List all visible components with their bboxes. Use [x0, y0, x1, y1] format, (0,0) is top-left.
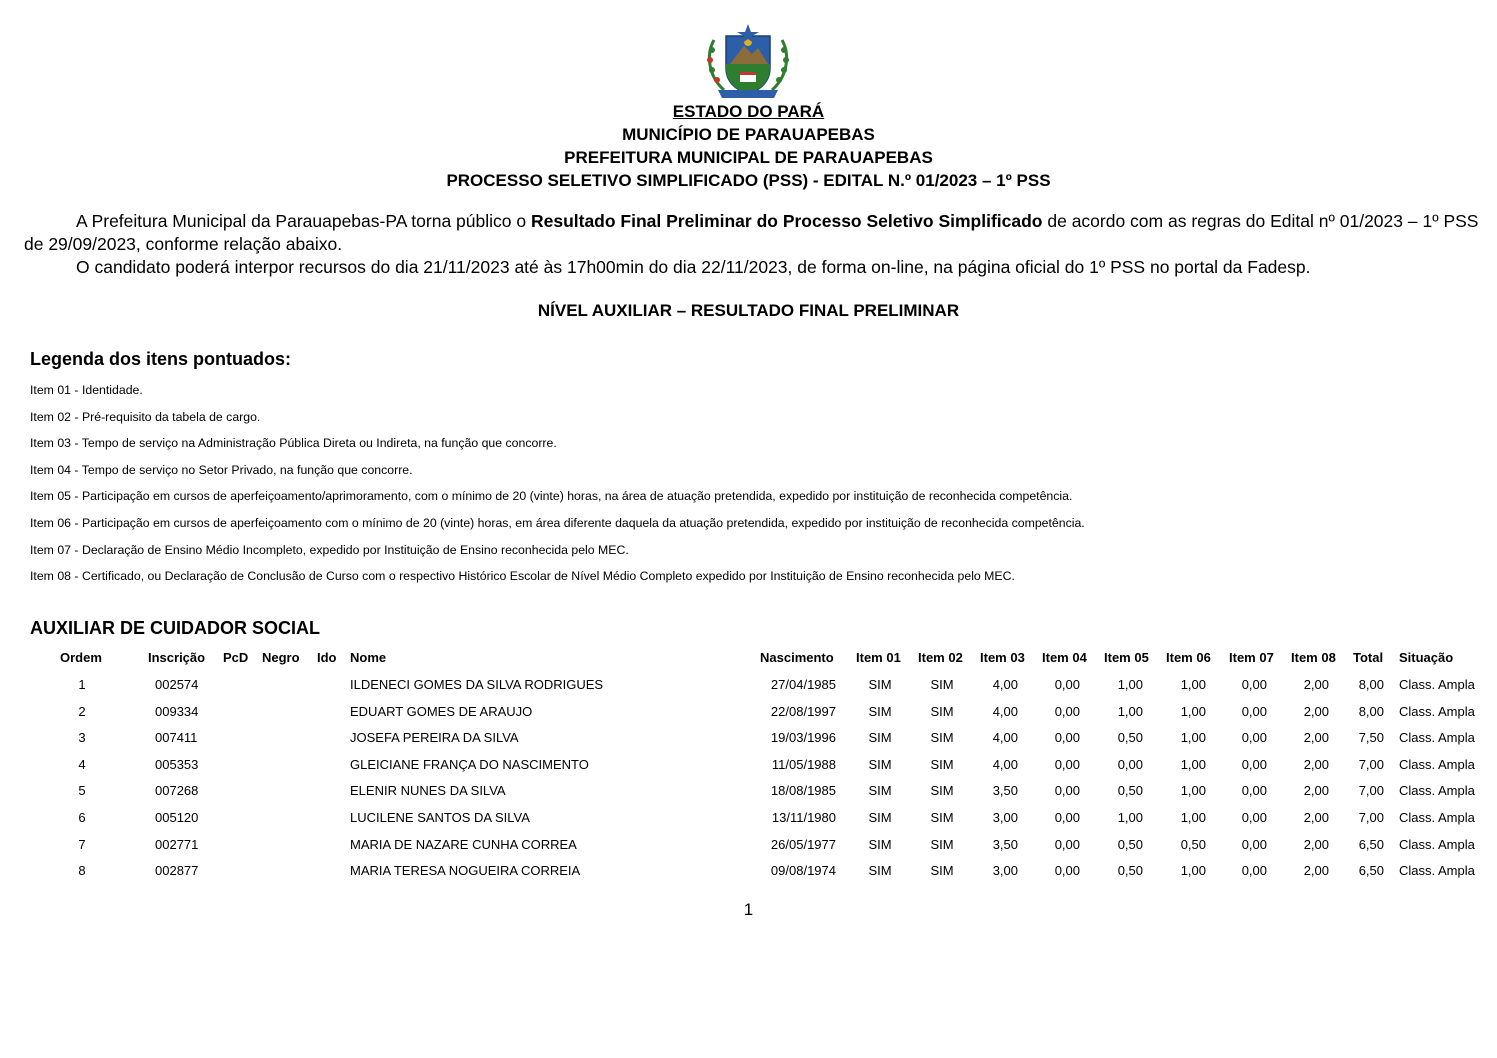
- cell-item07: 0,00: [1241, 703, 1267, 719]
- legend-item: Item 01 - Identidade.: [30, 383, 143, 397]
- cell-item05: 0,50: [1117, 783, 1143, 799]
- page-number: 1: [743, 900, 754, 919]
- cell-ordem: 6: [78, 810, 86, 825]
- intro-paragraph-2: O candidato poderá interpor recursos do dia 21/11/2023 até às 17h00min do dia 22/11/2023, de forma on-line, na página oficial do 1º PSS no portal da Fadesp.: [76, 257, 1311, 277]
- header-nome: Nome: [350, 650, 387, 665]
- cell-item02: SIM: [930, 783, 954, 799]
- cell-nascimento: 09/08/1974: [770, 863, 836, 879]
- legend-item: Item 07 - Declaração de Ensino Médio Incompleto, expedido por Instituição de Ensino reconhecida pelo MEC.: [30, 542, 629, 557]
- header-negro: Negro: [262, 650, 300, 665]
- cell-situacao: Class. Ampla: [1399, 863, 1475, 879]
- cell-item07: 0,00: [1241, 677, 1267, 692]
- cell-item03: 3,00: [992, 810, 1018, 825]
- cell-item06: 1,00: [1180, 863, 1206, 879]
- header-item07: Item 07: [1229, 650, 1274, 665]
- cell-situacao: Class. Ampla: [1399, 677, 1475, 692]
- cell-inscricao: 007411: [155, 730, 198, 746]
- legend-item: Item 03 - Tempo de serviço na Administração Pública Direta ou Indireta, na função que concorre.: [30, 436, 557, 451]
- cell-item06: 0,50: [1180, 836, 1206, 852]
- cell-item05: 1,00: [1117, 677, 1143, 692]
- cell-item08: 2,00: [1303, 677, 1329, 692]
- cell-item06: 1,00: [1180, 677, 1206, 692]
- cell-item05: 1,00: [1117, 703, 1143, 719]
- header-item02: Item 02: [918, 650, 963, 665]
- cell-item08: 2,00: [1303, 783, 1329, 799]
- cell-item01: SIM: [868, 783, 892, 799]
- cell-inscricao: 009334: [155, 703, 199, 719]
- cell-item07: 0,00: [1241, 810, 1267, 825]
- table-row: [0, 757, 1497, 775]
- cell-nome: ELENIR NUNES DA SILVA: [350, 783, 506, 799]
- cell-nome: MARIA TERESA NOGUEIRA CORREIA: [350, 863, 581, 879]
- header-situacao: Situação: [1399, 650, 1454, 665]
- cell-total: 8,00: [1358, 703, 1384, 719]
- header-item03: Item 03: [980, 650, 1025, 665]
- table-row: [0, 837, 1497, 855]
- cell-item01: SIM: [868, 730, 892, 746]
- header-item04: Item 04: [1042, 650, 1087, 665]
- cell-total: 6,50: [1358, 836, 1384, 852]
- cell-situacao: Class. Ampla: [1399, 730, 1475, 746]
- legend-title: Legenda dos itens pontuados:: [30, 349, 292, 369]
- cell-ordem: 2: [78, 703, 86, 719]
- cell-item04: 0,00: [1054, 756, 1080, 772]
- cell-item04: 0,00: [1054, 783, 1080, 799]
- cell-item02: SIM: [930, 863, 954, 879]
- cell-inscricao: 005353: [155, 756, 199, 772]
- table-row: [0, 730, 1497, 748]
- cell-item02: SIM: [930, 677, 954, 692]
- cell-ordem: 4: [78, 756, 86, 772]
- cell-item04: 0,00: [1054, 810, 1080, 825]
- cell-ordem: 8: [78, 863, 86, 879]
- cell-inscricao: 002771: [155, 836, 199, 852]
- legend-item: Item 04 - Tempo de serviço no Setor Privado, na função que concorre.: [30, 462, 413, 477]
- cell-item08: 2,00: [1303, 810, 1329, 825]
- legend-list: [30, 382, 1085, 595]
- cell-ordem: 3: [78, 730, 86, 746]
- cell-nome: ILDENECI GOMES DA SILVA RODRIGUES: [350, 677, 604, 692]
- cell-item01: SIM: [868, 863, 892, 879]
- header-prefecture: PREFEITURA MUNICIPAL DE PARAUAPEBAS: [564, 148, 933, 167]
- cell-ordem: 5: [78, 783, 86, 799]
- cell-total: 7,00: [1358, 756, 1384, 772]
- cell-item04: 0,00: [1054, 677, 1080, 692]
- legend-item: Item 06 - Participação em cursos de aperfeiçoamento com o mínimo de 20 (vinte) horas, em área diferente daquela da atuação pretendida, expedido por instituição de reconhecida competência.: [30, 515, 1085, 530]
- cell-item06: 1,00: [1180, 810, 1206, 825]
- cell-item01: SIM: [868, 810, 892, 825]
- header-municipality: MUNICÍPIO DE PARAUAPEBAS: [622, 125, 875, 144]
- cell-inscricao: 005120: [155, 810, 199, 825]
- cell-nascimento: 18/08/1985: [770, 783, 836, 799]
- cell-item03: 3,00: [992, 863, 1018, 879]
- table-row: [0, 704, 1497, 722]
- cell-item05: 0,50: [1117, 730, 1143, 746]
- cell-ordem: 1: [78, 677, 86, 692]
- header-nascimento: Nascimento: [760, 650, 834, 665]
- header-process: PROCESSO SELETIVO SIMPLIFICADO (PSS) - EDITAL N.º 01/2023 – 1º PSS: [446, 171, 1051, 190]
- cell-item06: 1,00: [1180, 730, 1206, 746]
- cell-total: 7,00: [1358, 783, 1384, 799]
- cell-item07: 0,00: [1241, 863, 1267, 879]
- cell-item05: 0,00: [1117, 756, 1143, 772]
- cell-nascimento: 11/05/1988: [771, 756, 836, 772]
- legend-item: Item 05 - Participação em cursos de aperfeiçoamento/aprimoramento, com o mínimo de 20 (vinte) horas, na área de atuação pretendida, expedido por instituição de reconhecida competência.: [30, 489, 1073, 504]
- cell-item01: SIM: [868, 703, 892, 719]
- table-header: [0, 650, 1497, 668]
- legend-item: Item 08 - Certificado, ou Declaração de Conclusão de Curso com o respectivo Histórico Escolar de Nível Médio Completo expedido por Instituição de Ensino reconhecida pelo MEC.: [30, 569, 1015, 584]
- table-row: [0, 863, 1497, 881]
- cell-item08: 2,00: [1303, 756, 1329, 772]
- header-item06: Item 06: [1166, 650, 1211, 665]
- cell-item03: 4,00: [992, 756, 1018, 772]
- cell-item03: 4,00: [992, 703, 1018, 719]
- document-header: [0, 100, 1497, 192]
- cell-situacao: Class. Ampla: [1399, 756, 1475, 772]
- cell-nascimento: 19/03/1996: [770, 730, 836, 746]
- cell-total: 8,00: [1358, 677, 1384, 692]
- cell-nascimento: 27/04/1985: [770, 677, 836, 692]
- intro-text: [24, 210, 1479, 279]
- header-item01: Item 01: [856, 650, 901, 665]
- cell-item07: 0,00: [1241, 783, 1267, 799]
- cell-item08: 2,00: [1303, 836, 1329, 852]
- cell-item07: 0,00: [1241, 756, 1267, 772]
- cell-item02: SIM: [930, 730, 954, 746]
- cell-item02: SIM: [930, 836, 954, 852]
- header-ordem: Ordem: [60, 650, 102, 665]
- cell-item06: 1,00: [1180, 783, 1206, 799]
- cell-item06: 1,00: [1180, 756, 1206, 772]
- cell-item07: 0,00: [1241, 836, 1267, 852]
- cell-nome: LUCILENE SANTOS DA SILVA: [350, 810, 530, 825]
- cell-item02: SIM: [930, 703, 954, 719]
- coat-of-arms-icon: [700, 24, 796, 102]
- cell-situacao: Class. Ampla: [1399, 783, 1475, 799]
- cell-inscricao: 002574: [155, 677, 199, 692]
- header-item08: Item 08: [1291, 650, 1336, 665]
- cell-item04: 0,00: [1054, 703, 1080, 719]
- cell-item05: 0,50: [1117, 863, 1143, 879]
- legend-item: Item 02 - Pré-requisito da tabela de cargo.: [30, 409, 261, 424]
- header-total: Total: [1353, 650, 1384, 665]
- header-pcd: PcD: [223, 650, 249, 665]
- cell-item06: 1,00: [1180, 703, 1206, 719]
- level-title: NÍVEL AUXILIAR – RESULTADO FINAL PRELIMINAR: [537, 301, 960, 320]
- cell-inscricao: 007268: [155, 783, 199, 799]
- header-ido: Ido: [317, 650, 337, 665]
- header-inscricao: Inscrição: [148, 650, 206, 665]
- cell-situacao: Class. Ampla: [1399, 836, 1475, 852]
- cell-situacao: Class. Ampla: [1399, 810, 1475, 825]
- cell-inscricao: 002877: [155, 863, 199, 879]
- cell-total: 7,00: [1358, 810, 1384, 825]
- header-item05: Item 05: [1104, 650, 1149, 665]
- cell-item03: 3,50: [992, 836, 1018, 852]
- cell-total: 7,50: [1358, 730, 1384, 746]
- table-row: [0, 677, 1497, 695]
- cell-nascimento: 13/11/1980: [771, 810, 836, 825]
- cell-item03: 3,50: [992, 783, 1018, 799]
- cell-item01: SIM: [868, 756, 892, 772]
- cell-item07: 0,00: [1241, 730, 1267, 746]
- cell-item08: 2,00: [1303, 863, 1329, 879]
- cell-item02: SIM: [930, 756, 954, 772]
- cell-ordem: 7: [78, 836, 86, 852]
- cell-item04: 0,00: [1054, 836, 1080, 852]
- cell-nome: JOSEFA PEREIRA DA SILVA: [350, 730, 519, 746]
- cell-nascimento: 26/05/1977: [770, 836, 836, 852]
- cell-item05: 1,00: [1117, 810, 1143, 825]
- cell-item01: SIM: [868, 836, 892, 852]
- cell-nome: GLEICIANE FRANÇA DO NASCIMENTO: [350, 756, 589, 772]
- intro-paragraph-1: A Prefeitura Municipal da Parauapebas-PA torna público o Resultado Final Preliminar do Processo Seletivo Simplificado de acordo com as regras do Edital nº 01/2023 – 1º PSS de 29/09/2023, conforme relação abaixo.: [24, 211, 1479, 254]
- cell-nascimento: 22/08/1997: [770, 703, 836, 719]
- header-state: ESTADO DO PARÁ: [672, 102, 825, 121]
- table-row: [0, 810, 1497, 828]
- cell-item03: 4,00: [992, 730, 1018, 746]
- cell-nome: MARIA DE NAZARE CUNHA CORREA: [350, 836, 577, 852]
- cell-item02: SIM: [930, 810, 954, 825]
- cell-item05: 0,50: [1117, 836, 1143, 852]
- role-title: AUXILIAR DE CUIDADOR SOCIAL: [30, 618, 321, 638]
- cell-nome: EDUART GOMES DE ARAUJO: [350, 703, 533, 719]
- cell-item01: SIM: [868, 677, 892, 692]
- cell-item04: 0,00: [1054, 730, 1080, 746]
- cell-item08: 2,00: [1303, 730, 1329, 746]
- cell-item08: 2,00: [1303, 703, 1329, 719]
- cell-item04: 0,00: [1054, 863, 1080, 879]
- table-row: [0, 783, 1497, 801]
- cell-situacao: Class. Ampla: [1399, 703, 1475, 719]
- cell-item03: 4,00: [992, 677, 1018, 692]
- cell-total: 6,50: [1358, 863, 1384, 879]
